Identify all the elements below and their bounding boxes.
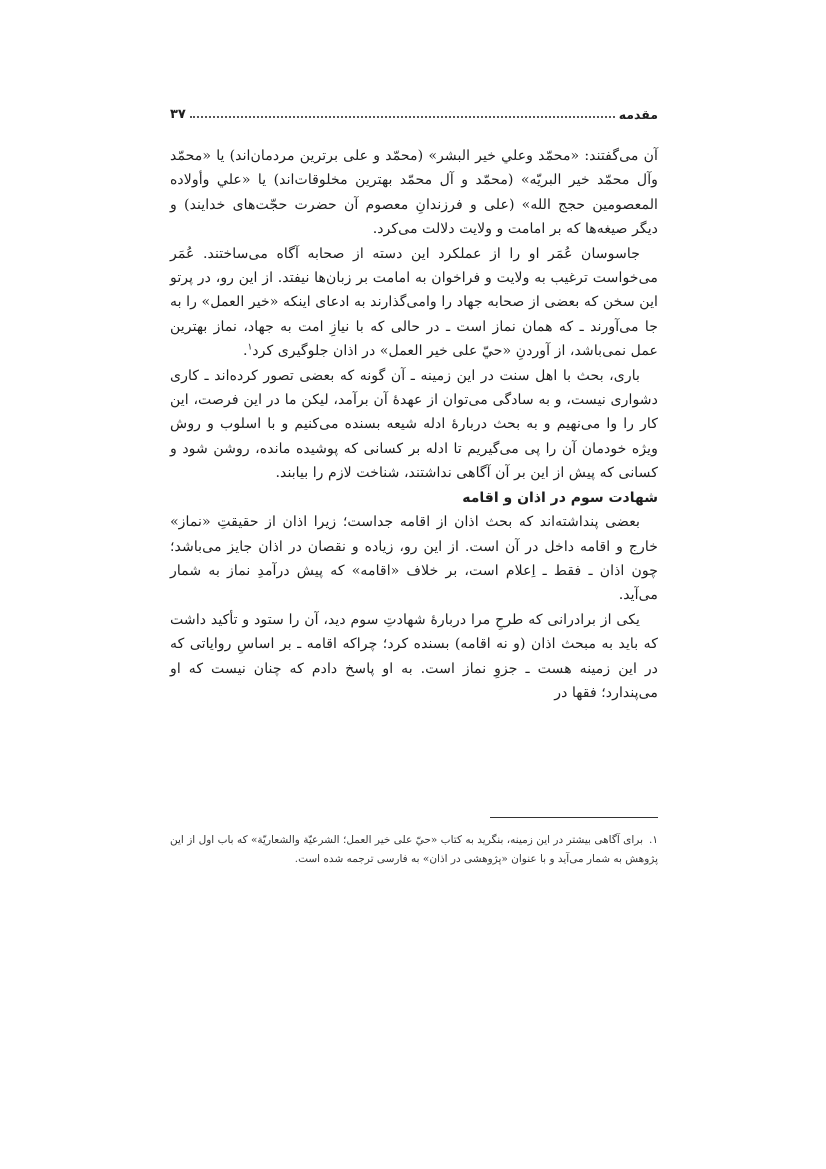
paragraph-3: باری، بحث با اهل سنت در این زمینه ـ آن گونه که بعضی تصور کرده‌اند ـ کاری دشواری نیست، و به سادگی می‌توان از عهدهٔ آن برآمد، لیکن ما در این فرصت، این کار را وا می‌نهیم و به بحث دربارهٔ ادله شیعه بسنده می‌کنیم و با اسلوب و روش ویژه خودمان آن را پی می‌گیریم تا ادله بر کسانی که پوشیده مانده، روشن شود و کسانی که پیش از این بر آن آگاهی نداشتند، شناخت لازم را بیابند. [170, 367, 658, 482]
footnote [170, 831, 658, 869]
paragraph-5: یکی از برادرانی که طرحِ مرا دربارهٔ شهادتِ سوم دید، آن را ستود و تأکید داشت که باید به مبحث اذان (و نه اقامه) بسنده کرد؛ چراکه اقامه ـ بر اساسِ روایاتی که در این زمینه هست ـ جزوِ نماز است. به او پاسخ دادم که چنان نیست که او می‌پندارد؛ فقها در [170, 611, 658, 701]
footnote-divider [490, 817, 658, 818]
header-title: مقدمه [618, 107, 658, 122]
dotted-leader [190, 116, 615, 118]
footnote-marker: ۱. [649, 834, 658, 846]
paragraph-2-text: جاسوسان عُمَر او را از عملکرد این دسته از صحابه آگاه می‌ساختند. عُمَر می‌خواست ترغیب به ولایت و فراخوان به امامت بر زبان‌ها نیفتد. از این رو، در پرتو این سخن که بعضی از صحابه جهاد را وامی‌گذارند به ادعای اینکه «خير العمل» را به جا می‌آورند ـ که همان نماز است ـ در حالی که با نیازِ امت به جهاد، نماز بهترین عمل نمی‌باشد، از آوردنِ «حيّ علی خير العمل» در اذان جلوگیری کرد [170, 245, 658, 360]
paragraph-4: بعضی پنداشته‌اند که بحث اذان از اقامه جداست؛ زیرا اذان از حقیقتِ «نماز» خارج و اقامه داخل در آن است. از این رو، زیاده و نقصان در اذان جایز می‌باشد؛ چون اذان ـ فقط ـ اِعلام است، بر خلاف «اقامه» که پیش درآمدِ نماز به شمار می‌آید. [170, 514, 658, 604]
paragraph-1: آن می‌گفتند: «محمّد وعلي خير البشر» (محمّد و علی برترین مردمان‌اند) یا «محمّد وآل محمّد خير البريّه» (محمّد و آل محمّد بهترین مخلوقات‌اند) یا «علي وأولاده المعصومين حجج الله» (علی و فرزندانِ معصوم آن حضرت حجّت‌های خدایند) و دیگر صیغه‌ها که بر امامت و ولایت دلالت می‌کرد. [170, 148, 658, 238]
running-header [170, 100, 658, 122]
page-number: ۳۷ [170, 107, 186, 122]
main-text [170, 144, 658, 705]
footnote-text: برای آگاهی بیشتر در این زمینه، بنگرید به کتاب «حيّ علی خير العمل؛ الشرعيّة والشعاريّة» که باب اول از این پژوهش به شمار می‌آید و با عنوان «پژوهشی در اذان» به فارسی ترجمه شده است. [170, 834, 658, 865]
section-heading: شهادت سوم در اذان و اقامه [462, 489, 658, 506]
paragraph-2: جاسوسان عُمَر او را از عملکرد این دسته از صحابه آگاه می‌ساختند. عُمَر می‌خواست ترغیب به ولایت و فراخوان به امامت بر زبان‌ها نیفتد. از این رو، در پرتو این سخن که بعضی از صحابه جهاد را وامی‌گذارند به ادعای اینکه «خير العمل» را به جا می‌آورند ـ که همان نماز است ـ در حالی که با نیازِ امت به جهاد، نماز بهترین عمل نمی‌باشد، از آوردنِ «حيّ علی خير العمل» در اذان جلوگیری کرد$^۱$. [170, 245, 658, 360]
footnote-reference: ۱ [247, 342, 253, 353]
